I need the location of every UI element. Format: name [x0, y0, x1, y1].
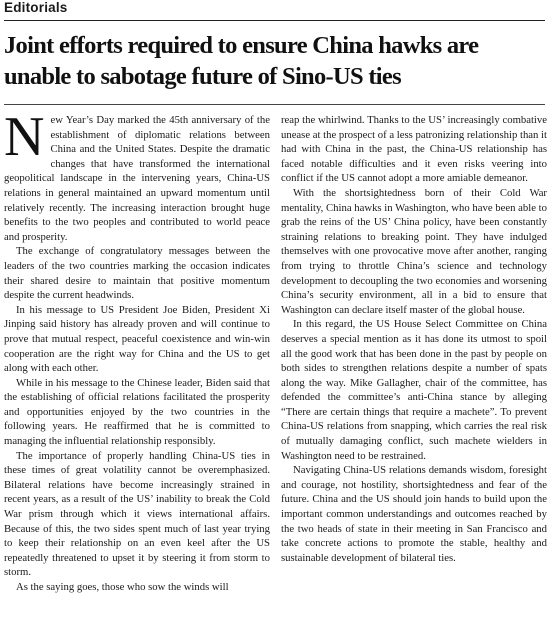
- paragraph-8: In this regard, the US House Select Committee on China deserves a special mention as it has done its utmost to spoil all the good work that has been done in the past by people on both sides to strengthen relations despite a number of spats along the way. Mike Gallagher, chair of the committee, has defended the committee’s anti-China stance by alleging “There are certain things that require a machete”. To prevent China-US relations from snapping, which carries the real risk of mutually damaging conflict, such machete wielders in Washington need to be restrained.: [281, 318, 547, 462]
- right-column: [281, 113, 547, 635]
- paragraph-2: The exchange of congratulatory messages between the leaders of the two countries marking the occasion indicates their shared desire to maintain that positive momentum despite the current headwinds.: [4, 245, 270, 302]
- paragraph-3: In his message to US President Joe Biden, President Xi Jinping said history has already proven and will continue to prove that mutual respect, peaceful coexistence and win-win cooperation are the right way for China and the US to get along with each other.: [4, 303, 270, 375]
- paragraph-6: As the saying goes, those who sow the winds will: [16, 581, 229, 593]
- paragraph-7: With the shortsightedness born of their Cold War mentality, China hawks in Washington, who have been able to grab the reins of the US’ China policy, have been constantly straining relations to breaking point. They have indulged themselves with one provocative move after another, ranging from trying to throttle China’s science and technology development to decoupling the two economies and worsening China’s security environment, all in a bid to ensure that Washington can declare itself master of the global house.: [281, 186, 547, 316]
- top-rule: [4, 20, 545, 21]
- headline: Joint efforts required to ensure China hawks are unable to sabotage future of Sino-US ties: [4, 32, 479, 90]
- paragraph-9: Navigating China-US relations demands wisdom, foresight and courage, not hostility, shortsightedness and fear of the future. China and the US should join hands to build upon the important common understandings and outcomes reached by the two heads of state in their meeting in San Francisco and take concrete actions to promote the stable, healthy and sustainable development of bilateral ties.: [281, 464, 547, 564]
- paragraph-6-continued: reap the whirlwind. Thanks to the US’ increasingly combative unease at the prospect of a less patronizing relationship than it had with China in the past, the China-US relationship has faced notable difficulties and it even risks veering into conflict if the US cannot adopt a more amiable demeanor.: [281, 114, 547, 185]
- body-rule: [4, 104, 545, 105]
- paragraph-5: The importance of properly handling China-US ties in these times of great volatility cannot be overemphasized. Bilateral relations have become increasingly strained in recent years, as a result of the US’ inability to break the Cold War prism through which it views international affairs. Because of this, the two sides spent much of last year trying to keep their relationship on an even keel after the US repeatedly threatened to upset it by steering it from storm to storm.: [4, 449, 270, 579]
- paragraph-4: While in his message to the Chinese leader, Biden said that the establishing of official relations facilitated the prosperity and opportunities enjoyed by the two countries in the following years. He reaffirmed that he is committed to managing the influential relationship responsibly.: [4, 376, 270, 448]
- drop-cap: N: [4, 113, 45, 168]
- left-column: [4, 113, 270, 635]
- section-label: Editorials: [4, 0, 68, 15]
- paragraph-1: [4, 113, 270, 244]
- paragraph-1-text: ew Year’s Day marked the 45th anniversary of the establishment of diplomatic relations between China and the United States. Despite the dramatic changes that have transformed the international geopolitical landscape in the intervening years, China-US relations in general maintained an upward momentum until relatively recently. The increasing interaction brought huge benefits to the two peoples and contributed to world peace and prosperity.: [4, 114, 270, 243]
